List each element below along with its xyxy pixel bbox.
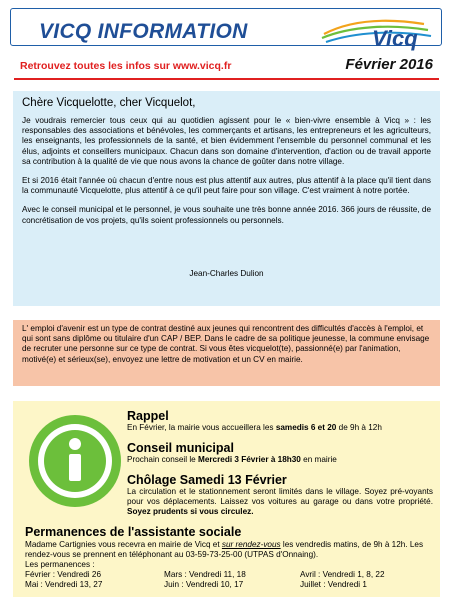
schedule-cell: Juin : Vendredi 10, 17	[164, 580, 244, 589]
header-banner	[10, 8, 442, 51]
job-offer-text: L' emploi d'avenir est un type de contrat destiné aux jeunes qui rencontrent des difficultés d'accès à l'emploi, et qui sont sans diplôme ou titulaire d'un CAP / BEP. Dans le cadre de sa politique jeunesse, la commune envisage de recruter une personne sur ce type de contrat. Si vous êtes vicquelot(te), passionné(e) par l'animation, motivé(e) et sérieux(se), envoyez une lettre de motivation et un CV en mairie.	[22, 324, 430, 364]
schedule-cell: Février : Vendredi 26	[25, 570, 102, 579]
letter-paragraph: Et si 2016 était l'année où chacun d'entre nous est plus attentif aux autres, plus attentif à la place qu'il tient dans la communauté Vicquelotte, plus attentif à ce qu'il peut faire pour son village. C'est vraiment à notre portée.	[22, 176, 431, 196]
schedule-cell: Mars : Vendredi 11, 18	[164, 570, 246, 579]
conseil-title: Conseil municipal	[127, 441, 234, 455]
vicq-logo	[316, 12, 446, 52]
info-icon	[27, 413, 123, 509]
schedule-cell: Avril : Vendredi 1, 8, 22	[300, 570, 385, 579]
job-offer-box	[13, 320, 440, 386]
rappel-title: Rappel	[127, 409, 169, 423]
conseil-text: Prochain conseil le Mercredi 3 Février à 18h30 en mairie	[127, 455, 337, 464]
permanences-title: Permanences de l'assistante sociale	[25, 525, 242, 539]
letter-greeting: Chère Vicquelotte, cher Vicquelot,	[22, 97, 196, 109]
logo-wordmark: Vicq	[372, 26, 418, 51]
mayor-letter	[13, 91, 440, 306]
issue-date: Février 2016	[345, 56, 433, 73]
schedule-cell: Juillet : Vendredi 1	[300, 580, 367, 589]
schedule-cell: Mai : Vendredi 13, 27	[25, 580, 103, 589]
cholage-title: Chôlage Samedi 13 Février	[127, 473, 287, 487]
letter-paragraph: Je voudrais remercier tous ceux qui au quotidien agissent pour le « bien-vivre ensemble à Vicq » : les responsables des associations et bénévoles, les commerçants et artisans, les entrepreneurs et les agriculteurs, les enseignants, les professionnels de la santé, et bien évidemment l'ensemble du personnel communal et les élus, adjoints et conseillers municipaux. Chacun dans son domaine d'intervention, d'action ou de travail apporte sa contribution à la qualité de vie que nous avons la chance de goûter dans notre village.	[22, 116, 431, 166]
conseil-section	[127, 441, 433, 465]
website-link[interactable]: Retrouvez toutes les infos sur www.vicq.fr	[20, 60, 232, 72]
cholage-text: La circulation et le stationnement seront limités dans le village. Soyez pré-voyants pour vos déplacements. Laissez vos voitures au garage ou dans votre propriété. Soyez prudents si vous circulez.	[127, 487, 433, 516]
permanences-text: Madame Cartignies vous recevra en mairie de Vicq et sur rendez-vous les vendredis matins, de 9h à 12h. Les rendez-vous se prennent en téléphonant au 03-59-73-25-00 (UTPAS d'Onnaing).	[25, 540, 424, 559]
letter-signature: Jean-Charles Dulion	[189, 269, 264, 278]
rappel-text: En Février, la mairie vous accueillera les samedis 6 et 20 de 9h à 12h	[127, 423, 382, 432]
subheader	[14, 58, 439, 78]
cholage-section	[127, 473, 433, 517]
newsletter-title: VICQ INFORMATION	[39, 20, 248, 43]
divider	[14, 78, 439, 80]
rappel-section	[127, 409, 433, 433]
news-panel	[13, 401, 440, 597]
permanences-label: Les permanences :	[25, 560, 95, 569]
letter-paragraph: Avec le conseil municipal et le personnel, je vous souhaite une très bonne année 2016. 366 jours de réussite, de concrétisation de vos projets, qu'ils soient professionnels ou personnels.	[22, 205, 431, 225]
